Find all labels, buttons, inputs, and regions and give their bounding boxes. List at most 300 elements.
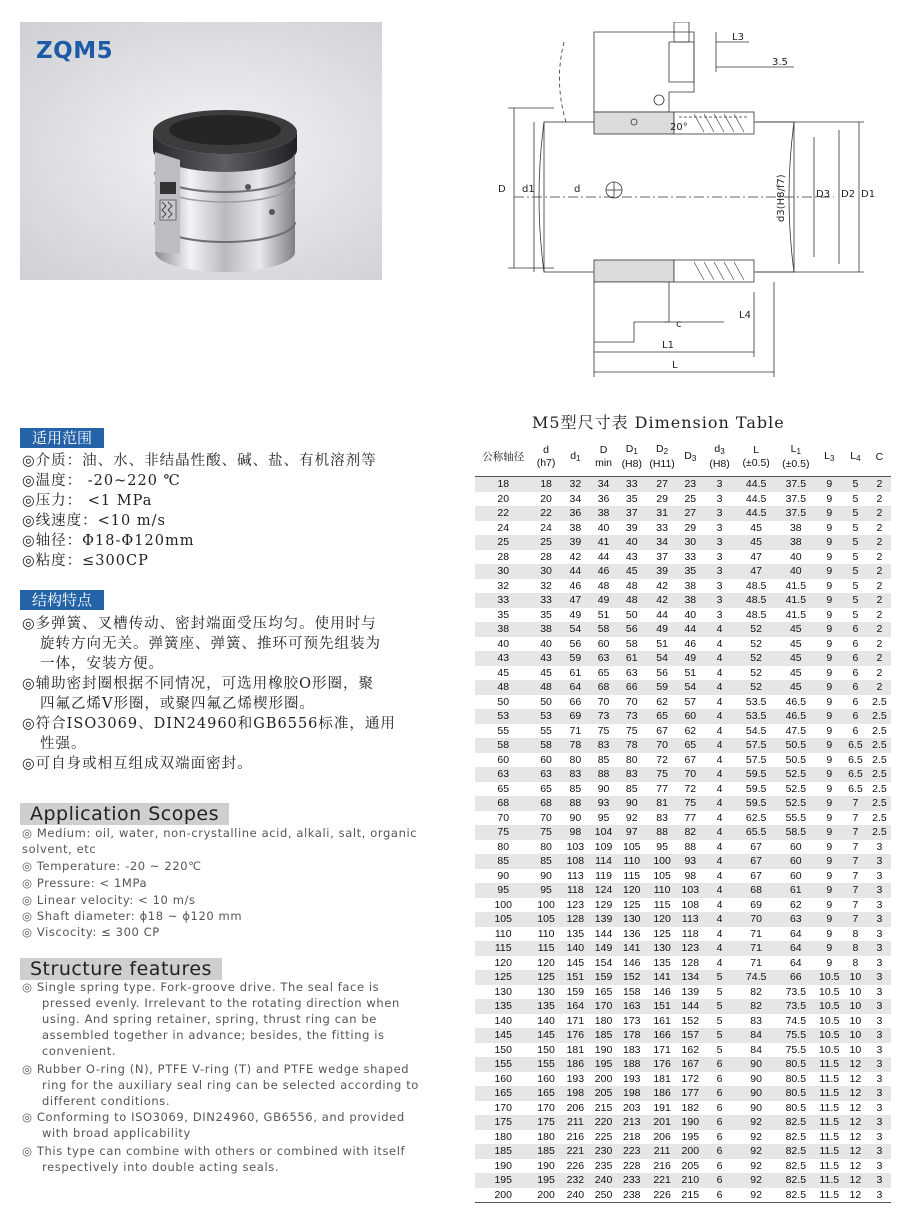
table-cell: 62.5 (745, 811, 767, 824)
table-cell: 44.5 (745, 492, 767, 505)
table-cell: 211 (561, 1115, 590, 1130)
table-cell: 128 (561, 912, 590, 927)
table-cell: 9 (816, 738, 843, 753)
table-cell: 4 (716, 956, 723, 969)
table-cell: 10 (849, 1014, 862, 1027)
table-cell: 4 (716, 753, 723, 766)
table-cell: 47.5 (785, 724, 807, 737)
table-cell: 171 (653, 1043, 671, 1056)
label-L4: L4 (739, 310, 751, 321)
table-cell: 84 (736, 1028, 776, 1043)
table-cell: 38 (569, 521, 582, 534)
en-structure-line: ring for the auxiliary seal ring can be selected according to (42, 1078, 419, 1092)
table-cell: 240 (561, 1188, 590, 1203)
table-cell: 9 (816, 796, 843, 811)
table-cell: 92 (750, 1130, 762, 1143)
table-cell: 67 (750, 840, 762, 853)
cn-scope-item: ◎压力： <1 MPa (22, 493, 153, 509)
table-cell: 51 (597, 608, 610, 621)
table-cell: 7 (852, 898, 859, 911)
table-cell: 75 (475, 825, 531, 840)
table-cell: 9 (826, 550, 833, 563)
table-cell: 3 (876, 1101, 883, 1114)
table-cell: 73.5 (776, 999, 816, 1014)
en-structure-line: ◎ This type can combine with others or combined with itself (22, 1144, 406, 1158)
table-cell: 103 (678, 883, 703, 898)
table-cell: 3 (868, 883, 891, 898)
table-cell: 190 (537, 1159, 555, 1172)
table-cell: 30 (678, 535, 703, 550)
table-cell: 83 (750, 1014, 762, 1027)
cn-structure-line: 一体，安装方便。 (40, 656, 164, 672)
table-cell: 2.5 (868, 796, 891, 811)
table-cell: 65 (646, 709, 677, 724)
table-row (475, 1086, 891, 1101)
table-cell: 63 (625, 666, 638, 679)
table-cell: 144 (594, 927, 613, 940)
table-cell: 64 (789, 927, 802, 940)
table-cell: 100 (537, 898, 555, 911)
table-row (475, 999, 891, 1014)
table-cell: 145 (475, 1028, 531, 1043)
table-row (475, 564, 891, 579)
table-cell: 80 (497, 840, 510, 853)
table-cell: 40 (776, 564, 816, 579)
cn-structure-heading: 结构特点 (20, 590, 104, 610)
table-cell: 35 (540, 608, 552, 621)
table-cell: 59 (646, 680, 677, 695)
table-cell: 146 (653, 985, 671, 998)
table-cell: 9 (816, 941, 843, 956)
table-cell: 213 (617, 1115, 646, 1130)
table-cell: 59.5 (745, 782, 767, 795)
table-cell: 4 (716, 637, 723, 650)
col-header-d1: $d_1$ (561, 438, 590, 477)
table-cell: 9 (816, 883, 843, 898)
table-cell: 71 (750, 956, 762, 969)
table-cell: 60 (678, 709, 703, 724)
table-cell: 73.5 (785, 985, 807, 998)
table-cell: 195 (681, 1130, 700, 1143)
table-cell: 170 (590, 999, 617, 1014)
en-structure-line: with broad applicability (42, 1126, 191, 1140)
table-cell: 56 (656, 666, 668, 679)
table-cell: 177 (678, 1086, 703, 1101)
table-row (475, 492, 891, 507)
table-cell: 38 (475, 622, 531, 637)
table-cell: 140 (494, 1014, 512, 1027)
table-cell: 50 (625, 608, 638, 621)
col-header-D3: $D_3$ (678, 438, 703, 477)
table-cell: 11.5 (816, 1144, 843, 1159)
table-cell: 48 (475, 680, 531, 695)
table-cell: 48 (597, 579, 610, 592)
cn-scope-item: ◎轴径：Φ18-Φ120mm (22, 533, 195, 549)
table-cell: 70 (625, 695, 638, 708)
table-cell: 60 (597, 637, 610, 650)
table-cell: 85 (531, 854, 560, 869)
table-cell: 10.5 (819, 1014, 840, 1027)
table-cell: 3 (868, 1144, 891, 1159)
table-cell: 149 (590, 941, 617, 956)
table-cell: 5 (843, 593, 868, 608)
table-cell: 2.5 (872, 695, 887, 708)
table-row (475, 883, 891, 898)
table-row (475, 1115, 891, 1130)
en-application-line: ◎ Shaft diameter: ϕ18 ~ ϕ120 mm (22, 909, 243, 923)
table-cell: 3 (868, 1115, 891, 1130)
table-cell: 66 (617, 680, 646, 695)
table-cell: 9 (826, 637, 833, 650)
table-cell: 8 (843, 941, 868, 956)
table-cell: 10.5 (819, 1043, 840, 1056)
table-cell: 171 (566, 1014, 585, 1027)
table-cell: 90 (736, 1086, 776, 1101)
table-cell: 105 (531, 912, 560, 927)
table-cell: 6 (852, 666, 859, 679)
en-structure-line: ◎ Single spring type. Fork-groove drive. The seal face is (22, 980, 380, 994)
table-cell: 60 (776, 854, 816, 869)
table-cell: 4 (703, 883, 736, 898)
table-cell: 37.5 (785, 492, 807, 505)
table-cell: 176 (646, 1057, 677, 1072)
table-row (475, 767, 891, 782)
model-title: ZQM5 (36, 38, 114, 64)
table-cell: 25 (531, 535, 560, 550)
table-cell: 3 (876, 956, 883, 969)
table-cell: 152 (617, 970, 646, 985)
table-cell: 185 (590, 1028, 617, 1043)
table-cell: 3 (868, 854, 891, 869)
table-cell: 27 (646, 477, 677, 492)
table-cell: 58.5 (776, 825, 816, 840)
table-cell: 95 (597, 811, 610, 824)
table-cell: 69 (561, 709, 590, 724)
table-cell: 28 (540, 550, 552, 563)
label-angle: 20° (670, 122, 688, 133)
table-cell: 3 (716, 521, 723, 534)
table-cell: 125 (623, 898, 641, 911)
table-cell: 3 (703, 593, 736, 608)
table-cell: 12 (843, 1115, 868, 1130)
table-cell: 55 (497, 724, 510, 737)
table-cell: 3 (876, 985, 883, 998)
table-cell: 100 (646, 854, 677, 869)
table-cell: 2 (868, 564, 891, 579)
table-cell: 4 (716, 840, 723, 853)
table-cell: 118 (561, 883, 590, 898)
table-cell: 44 (597, 550, 610, 563)
table-cell: 181 (566, 1043, 585, 1056)
table-cell: 12 (849, 1130, 862, 1143)
table-cell: 64 (561, 680, 590, 695)
table-cell: 3 (868, 970, 891, 985)
table-cell: 7 (843, 912, 868, 927)
table-cell: 7 (852, 811, 859, 824)
label-d: d (574, 184, 581, 195)
table-cell: 2.5 (868, 709, 891, 724)
table-cell: 11.5 (816, 1173, 843, 1188)
table-cell: 9 (826, 753, 833, 766)
table-cell: 9 (816, 709, 843, 724)
table-cell: 195 (590, 1057, 617, 1072)
table-cell: 3 (868, 1028, 891, 1043)
table-cell: 80 (569, 753, 582, 766)
table-cell: 9 (826, 811, 833, 824)
table-cell: 78 (617, 738, 646, 753)
table-cell: 90 (750, 1072, 762, 1085)
table-cell: 48.5 (745, 608, 767, 621)
table-cell: 154 (594, 956, 613, 969)
table-cell: 186 (561, 1057, 590, 1072)
table-cell: 9 (826, 492, 833, 505)
table-cell: 97 (617, 825, 646, 840)
table-cell: 165 (594, 985, 613, 998)
table-cell: 2.5 (872, 811, 887, 824)
table-row (475, 912, 891, 927)
table-cell: 6 (843, 651, 868, 666)
table-title: M5型尺寸表 Dimension Table (532, 413, 785, 432)
table-cell: 3 (716, 579, 723, 592)
table-cell: 3 (716, 550, 723, 563)
table-cell: 141 (617, 941, 646, 956)
table-cell: 141 (646, 970, 677, 985)
table-cell: 125 (653, 927, 671, 940)
table-cell: 37 (656, 550, 668, 563)
seal-cross-section-diagram (494, 22, 904, 382)
table-cell: 135 (531, 999, 560, 1014)
table-cell: 32 (561, 477, 590, 492)
table-row (475, 651, 891, 666)
cn-structure-line: ◎辅助密封圈根据不同情况，可选用橡胶O形圈，聚 (22, 676, 375, 692)
table-cell: 2.5 (872, 782, 887, 795)
cn-structure-line: 旋转方向无关。弹簧座、弹簧、推环可预先组装为 (40, 636, 381, 652)
table-cell: 34 (590, 477, 617, 492)
table-cell: 4 (716, 869, 723, 882)
table-cell: 54 (561, 622, 590, 637)
table-cell: 70 (646, 738, 677, 753)
table-cell: 128 (681, 956, 700, 969)
table-cell: 10.5 (816, 970, 843, 985)
col-header-D: D min (590, 438, 617, 477)
table-cell: 32 (497, 579, 510, 592)
table-cell: 6 (843, 680, 868, 695)
en-structure-line: respectively into double acting seals. (42, 1160, 280, 1174)
table-cell: 218 (623, 1130, 641, 1143)
table-row (475, 506, 891, 521)
table-cell: 50.5 (785, 753, 807, 766)
table-cell: 4 (716, 666, 723, 679)
table-cell: 47 (750, 550, 762, 563)
table-cell: 10.5 (819, 985, 840, 998)
table-cell: 25 (684, 492, 697, 505)
table-cell: 55 (540, 724, 552, 737)
table-cell: 2.5 (868, 738, 891, 753)
table-cell: 9 (816, 825, 843, 840)
table-cell: 4 (703, 912, 736, 927)
col-header-L4: $L_4$ (843, 438, 868, 477)
table-row (475, 854, 891, 869)
table-row (475, 941, 891, 956)
table-cell: 35 (625, 492, 638, 505)
table-cell: 182 (681, 1101, 700, 1114)
table-cell: 57.5 (736, 738, 776, 753)
cn-scope-item: ◎粘度：≤300CP (22, 553, 149, 569)
table-cell: 11.5 (816, 1057, 843, 1072)
table-cell: 44 (561, 564, 590, 579)
table-cell: 85 (475, 854, 531, 869)
table-cell: 221 (561, 1144, 590, 1159)
table-cell: 44 (656, 608, 668, 621)
table-cell: 4 (703, 738, 736, 753)
table-cell: 215 (594, 1101, 613, 1114)
table-cell: 5 (852, 550, 859, 563)
table-cell: 3 (868, 941, 891, 956)
table-cell: 7 (843, 796, 868, 811)
table-cell: 167 (678, 1057, 703, 1072)
table-cell: 6 (716, 1072, 723, 1085)
table-cell: 12 (843, 1188, 868, 1203)
table-cell: 48 (617, 593, 646, 608)
table-cell: 2.5 (868, 825, 891, 840)
table-cell: 6 (852, 724, 859, 737)
table-cell: 52.5 (776, 796, 816, 811)
table-cell: 46 (569, 579, 582, 592)
table-cell: 113 (566, 869, 584, 882)
table-cell: 50 (497, 695, 510, 708)
table-cell: 44 (678, 622, 703, 637)
table-cell: 9 (826, 869, 833, 882)
table-cell: 84 (750, 1043, 762, 1056)
table-cell: 2 (868, 535, 891, 550)
table-cell: 56 (617, 622, 646, 637)
table-cell: 70 (540, 811, 552, 824)
table-cell: 53 (475, 709, 531, 724)
table-cell: 46 (684, 637, 697, 650)
table-cell: 163 (617, 999, 646, 1014)
table-cell: 5 (703, 970, 736, 985)
table-cell: 82.5 (785, 1159, 807, 1172)
en-application-line: ◎ Temperature: -20 ~ 220℃ (22, 859, 202, 873)
table-cell: 68 (736, 883, 776, 898)
table-cell: 63 (590, 651, 617, 666)
cn-structure-line: ◎符合ISO3069、DIN24960和GB6556标准，通用 (22, 716, 396, 732)
table-cell: 38 (776, 535, 816, 550)
cn-scope-heading: 适用范围 (20, 428, 104, 448)
table-cell: 65 (540, 782, 552, 795)
table-cell: 205 (681, 1159, 700, 1172)
table-cell: 105 (653, 869, 671, 882)
table-cell: 228 (623, 1159, 641, 1172)
table-cell: 5 (852, 492, 859, 505)
table-cell: 33 (617, 477, 646, 492)
table-cell: 4 (716, 811, 723, 824)
table-cell: 45 (736, 535, 776, 550)
table-cell: 11.5 (819, 1159, 840, 1172)
table-cell: 90 (750, 1101, 762, 1114)
table-cell: 61 (569, 666, 582, 679)
table-cell: 115 (475, 941, 531, 956)
col-header-nominal: 公称轴径 (475, 438, 531, 477)
table-cell: 75 (597, 724, 610, 737)
table-cell: 170 (537, 1101, 555, 1114)
table-row (475, 1057, 891, 1072)
en-structure-heading: Structure features (20, 958, 222, 980)
table-cell: 42 (569, 550, 582, 563)
table-cell: 35 (497, 608, 510, 621)
table-cell: 90 (497, 869, 510, 882)
table-cell: 2 (876, 666, 883, 679)
table-cell: 92 (625, 811, 638, 824)
table-cell: 158 (623, 985, 641, 998)
table-cell: 78 (561, 738, 590, 753)
table-cell: 45 (540, 666, 552, 679)
table-cell: 42 (646, 593, 677, 608)
label-L1: L1 (662, 340, 674, 351)
table-cell: 235 (594, 1159, 613, 1172)
table-cell: 60 (497, 753, 510, 766)
table-cell: 71 (750, 927, 762, 940)
table-cell: 6 (852, 695, 859, 708)
table-cell: 3 (876, 1072, 883, 1085)
table-cell: 32 (540, 579, 552, 592)
table-cell: 120 (537, 956, 555, 969)
table-cell: 45 (497, 666, 510, 679)
table-cell: 85 (625, 782, 638, 795)
table-cell: 92 (736, 1188, 776, 1203)
label-D1: D1 (861, 189, 876, 200)
table-cell: 173 (623, 1014, 641, 1027)
en-structure-line: pressed evenly. Irrelevant to the rotating direction when (42, 996, 400, 1010)
table-cell: 52.5 (785, 782, 807, 795)
table-cell: 70 (497, 811, 510, 824)
table-cell: 226 (646, 1188, 677, 1203)
table-cell: 5 (843, 506, 868, 521)
table-cell: 223 (617, 1144, 646, 1159)
table-cell: 3 (876, 1014, 883, 1027)
table-cell: 31 (646, 506, 677, 521)
table-cell: 190 (594, 1043, 613, 1056)
table-cell: 36 (561, 506, 590, 521)
table-cell: 2 (868, 651, 891, 666)
table-row (475, 1028, 891, 1043)
table-cell: 188 (617, 1057, 646, 1072)
table-cell: 125 (531, 970, 560, 985)
table-cell: 10 (843, 999, 868, 1014)
table-cell: 40 (684, 608, 697, 621)
table-cell: 4 (716, 695, 723, 708)
table-cell: 195 (531, 1173, 560, 1188)
table-cell: 77 (656, 782, 668, 795)
en-structure-line: ◎ Rubber O-ring (N), PTFE V-ring (T) and PTFE wedge shaped (22, 1062, 410, 1076)
table-header-row (475, 438, 891, 477)
table-cell: 157 (678, 1028, 703, 1043)
table-cell: 150 (494, 1043, 512, 1056)
table-cell: 30 (475, 564, 531, 579)
table-cell: 82.5 (785, 1130, 807, 1143)
table-row (475, 1159, 891, 1174)
table-cell: 9 (826, 840, 833, 853)
table-cell: 48.5 (736, 593, 776, 608)
table-cell: 27 (678, 506, 703, 521)
table-cell: 151 (561, 970, 590, 985)
col-header-D2: $D_2$ (H11) (646, 438, 677, 477)
table-cell: 64 (789, 956, 802, 969)
table-cell: 45 (776, 680, 816, 695)
table-row (475, 796, 891, 811)
table-cell: 5 (843, 535, 868, 550)
table-cell: 3 (868, 1086, 891, 1101)
